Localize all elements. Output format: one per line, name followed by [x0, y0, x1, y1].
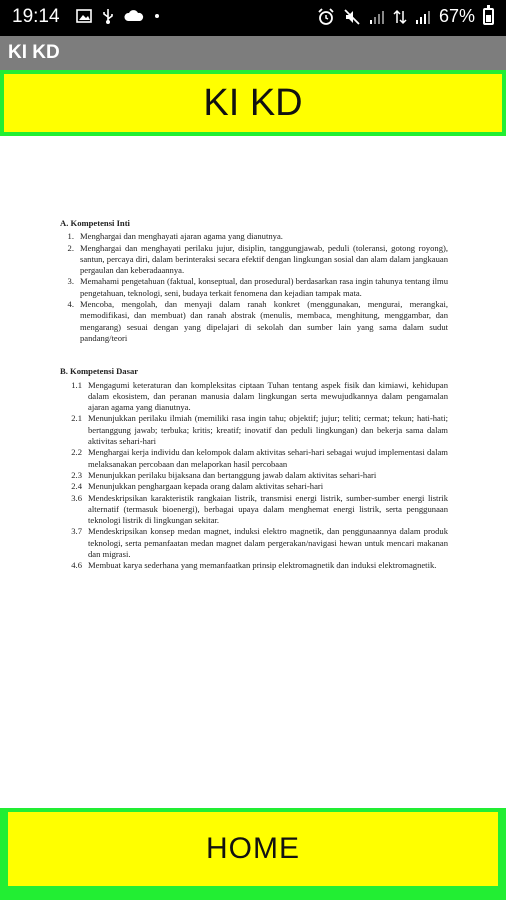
status-right	[317, 6, 494, 27]
list-item: 2.2 Menghargai kerja individu dan kelompok dalam aktivitas sehari-hari sebagai wujud implementasi dalam melaksanakan percobaan dan melaporkan hasil percobaan	[71, 447, 448, 469]
list-item: 4. Mencoba, mengolah, dan menyaji dalam ranah konkret (menggunakan, mengurai, merangkai, memodifikasi, dan membuat) dan ranah abstrak (menulis, membaca, menghitung, menggambar, dan mengarang) sesuai dengan yang dipelajari di sekolah dan sumber lain yang sama dalam sudut pandang/teori	[67, 299, 448, 343]
notification-icons	[76, 8, 160, 24]
app-title: KI KD	[8, 42, 60, 63]
list-item: 3.7 Mendeskripsikan konsep medan magnet, induksi elektro magnetik, dan penggunaannya dalam produk teknologi, serta pemanfaatan medan magnet dalam pergerakan/navigasi hewan untuk mencari makanan dan migrasi.	[71, 526, 448, 560]
list-item: 2.4 Menunjukkan penghargaan kepada orang dalam aktivitas sehari-hari	[71, 481, 324, 492]
signal-2-icon	[415, 9, 431, 25]
document-image	[60, 218, 448, 572]
list-item: 3.6 Mendeskripsikan karakteristik rangkaian listrik, transmisi energi listrik, sumber-sumber energi listrik alternatif (termasuk bioenergi), berbagai upaya dalam menghemat energi listrik, serta penggunaan teknologi listrik di lingkungan sekitar.	[71, 492, 448, 526]
list-item: 1.1 Mengagumi keteraturan dan kompleksitas ciptaan Tuhan tentang aspek fisik dan kimiawi, kehidupan dalam ekosistem, dan peranan manusia dalam lingkungan serta mewujudkannya dalam pengamalan ajaran agama yang dianutnya.	[71, 379, 448, 413]
footer-bar	[0, 808, 506, 900]
cloud-icon	[124, 10, 144, 22]
header-label: KI KD	[203, 81, 303, 124]
image-icon	[76, 9, 92, 23]
section-b-title: B. Kompetensi Dasar	[60, 366, 139, 377]
status-time: 19:14	[12, 6, 60, 27]
status-bar	[0, 0, 506, 36]
list-item: 1. Menghargai dan menghayati ajaran agama yang dianutnya.	[67, 231, 283, 242]
list-item: 2.1 Menunjukkan perilaku ilmiah (memiliki rasa ingin tahu; objektif; jujur; teliti; cermat; tekun; hati-hati; bertanggung jawab; terbuka; kritis; kreatif; inovatif dan peduli lingkungan) dan bekerja sama dalam aktivitas sehari-hari	[71, 413, 448, 447]
home-button[interactable]	[8, 812, 498, 886]
mute-icon	[343, 8, 361, 26]
usb-icon	[102, 8, 114, 24]
home-button-label: HOME	[206, 832, 300, 865]
app-bar	[0, 36, 506, 70]
data-icon	[393, 9, 407, 25]
list-item: 4.6 Membuat karya sederhana yang memanfaatkan prinsip elektromagnetik dan induksi elektromagnetik.	[71, 560, 437, 571]
battery-percent: 67%	[438, 6, 475, 26]
section-a-title: A. Kompetensi Inti	[60, 218, 130, 228]
list-item: 3. Memahami pengetahuan (faktual, konseptual, dan prosedural) berdasarkan rasa ingin tahunya tentang ilmu pengetahuan, teknologi, seni, budaya terkait fenomena dan kejadian tampak mata.	[67, 276, 448, 298]
list-item: 2. Menghargai dan menghayati perilaku jujur, disiplin, tanggungjawab, peduli (toleransi, gotong royong), santun, percaya diri, dalam berinteraksi secara efektif dengan lingkungan sosial dan alam dalam jangkauan pergaulan dan keberadaannya.	[67, 242, 448, 276]
header-banner	[0, 70, 506, 136]
signal-1-icon	[369, 9, 385, 25]
battery-icon	[483, 8, 494, 25]
dot-icon	[154, 13, 160, 19]
alarm-icon	[317, 8, 335, 26]
list-item: 2.3 Menunjukkan perilaku bijaksana dan bertanggung jawab dalam aktivitas sehari-hari	[71, 469, 377, 480]
